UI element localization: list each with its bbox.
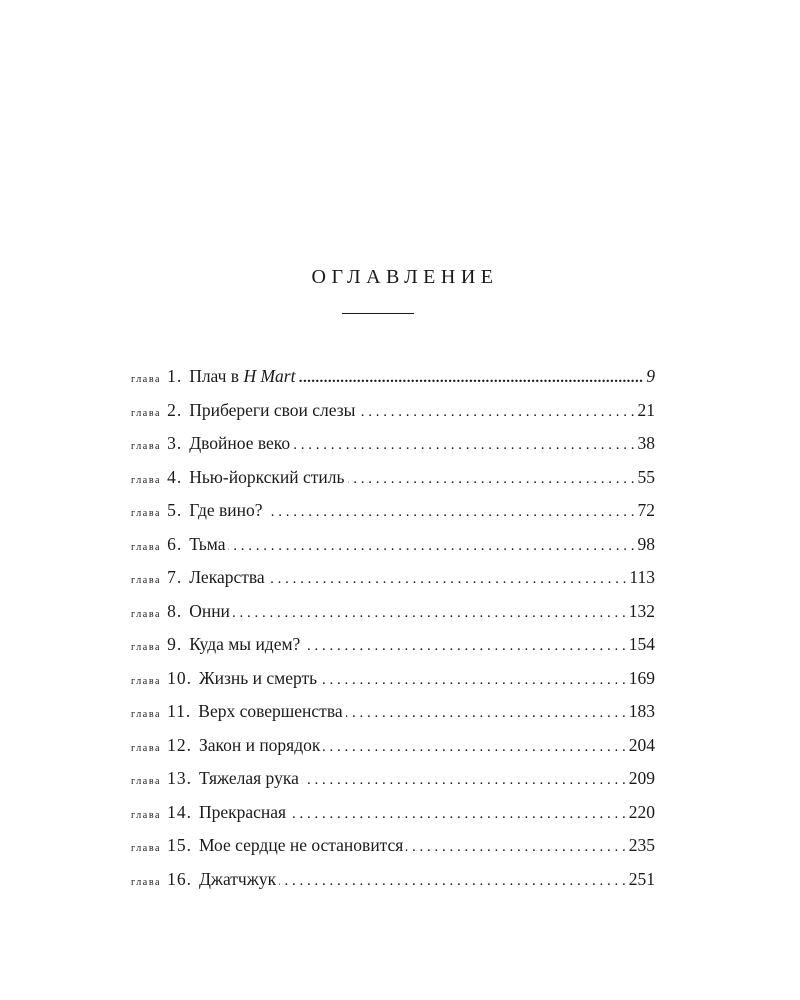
chapter-title: Прекрасная bbox=[198, 801, 287, 822]
toc-entry-6[interactable] bbox=[131, 534, 655, 568]
dot-leader bbox=[289, 806, 626, 823]
page-number: 235 bbox=[628, 835, 655, 855]
chapter-title: Где вино? bbox=[189, 500, 263, 520]
toc-entry-10[interactable] bbox=[131, 668, 655, 702]
dot-leader bbox=[266, 504, 635, 521]
chapter-word: глава bbox=[131, 776, 162, 787]
chapter-title: Онни bbox=[189, 600, 230, 621]
chapter-word: глава bbox=[131, 575, 162, 586]
page-number: 169 bbox=[628, 667, 655, 688]
chapter-title: Двойное веко bbox=[189, 433, 291, 453]
page-number: 204 bbox=[628, 734, 655, 755]
toc-entry-14[interactable] bbox=[131, 802, 655, 836]
chapter-number: 15. bbox=[167, 835, 192, 855]
page-number: 72 bbox=[637, 500, 655, 520]
chapter-number: 13. bbox=[167, 768, 192, 788]
chapter-number: 1. bbox=[167, 366, 183, 386]
toc-entry-11[interactable] bbox=[131, 701, 655, 735]
chapter-number: 16. bbox=[167, 868, 192, 889]
chapter-word: глава bbox=[131, 675, 162, 687]
chapter-title: Прибереги свои слезы bbox=[189, 399, 356, 420]
chapter-word: глава bbox=[131, 441, 162, 452]
dot-leader bbox=[323, 739, 625, 756]
page-number: 21 bbox=[637, 399, 655, 420]
page-number: 132 bbox=[628, 600, 655, 621]
dot-leader bbox=[302, 772, 626, 789]
chapter-number: 12. bbox=[167, 734, 192, 755]
chapter-title: Мое сердце не остановится bbox=[198, 835, 404, 855]
chapter-title: Куда мы идем? bbox=[189, 634, 301, 654]
chapter-title-italic: H Mart bbox=[243, 366, 296, 386]
chapter-word: глава bbox=[131, 407, 162, 419]
chapter-number: 4. bbox=[167, 466, 183, 487]
chapter-word: глава bbox=[131, 809, 162, 821]
chapter-word: глава bbox=[131, 541, 162, 553]
title-divider bbox=[342, 313, 414, 314]
chapter-title: Нью-йоркский стиль bbox=[189, 466, 345, 487]
page-number: 209 bbox=[628, 768, 655, 788]
page-number: 251 bbox=[628, 868, 655, 889]
chapter-title: Тьма bbox=[189, 533, 226, 554]
chapter-number: 9. bbox=[167, 634, 183, 654]
page-number: 9 bbox=[646, 366, 655, 386]
page-number: 220 bbox=[628, 801, 655, 822]
dot-leader bbox=[293, 437, 634, 454]
toc-entry-5[interactable] bbox=[131, 500, 655, 534]
chapter-title: Лекарства bbox=[189, 567, 265, 587]
chapter-word: глава bbox=[131, 709, 162, 720]
chapter-number: 14. bbox=[167, 801, 192, 822]
page-number: 55 bbox=[637, 466, 655, 487]
chapter-word: глава bbox=[131, 843, 162, 854]
dot-leader bbox=[233, 605, 626, 622]
toc-entry-9[interactable] bbox=[131, 634, 655, 668]
page-number: 38 bbox=[637, 433, 655, 453]
chapter-word: глава bbox=[131, 642, 162, 653]
chapter-title: Жизнь и смерть bbox=[198, 667, 318, 688]
chapter-title: Тяжелая рука bbox=[198, 768, 299, 788]
dot-leader bbox=[346, 705, 626, 722]
chapter-number: 7. bbox=[167, 567, 183, 587]
chapter-number: 8. bbox=[167, 600, 183, 621]
toc-entry-4[interactable] bbox=[131, 467, 655, 501]
chapter-number: 11. bbox=[167, 701, 192, 721]
chapter-title: Джатчжук bbox=[198, 868, 277, 889]
toc-entry-2[interactable] bbox=[131, 400, 655, 434]
page-number: 98 bbox=[637, 533, 655, 554]
dot-leader bbox=[279, 873, 626, 890]
chapter-word: глава bbox=[131, 608, 162, 620]
toc-entry-8[interactable] bbox=[131, 601, 655, 635]
chapter-number: 2. bbox=[167, 399, 183, 420]
chapter-word: глава bbox=[131, 508, 162, 519]
chapter-word: глава bbox=[131, 876, 162, 888]
dot-leader bbox=[303, 638, 625, 655]
chapter-word: глава bbox=[131, 742, 162, 754]
toc-entry-15[interactable] bbox=[131, 835, 655, 869]
dot-leader bbox=[358, 404, 634, 421]
dot-leader bbox=[298, 370, 643, 387]
chapter-title: Верх совершенства bbox=[198, 701, 343, 721]
toc-entry-7[interactable] bbox=[131, 567, 655, 601]
dot-leader bbox=[228, 538, 634, 555]
toc-list bbox=[131, 366, 655, 902]
toc-entry-3[interactable] bbox=[131, 433, 655, 467]
page-number: 183 bbox=[628, 701, 655, 721]
chapter-title: Закон и порядок bbox=[198, 734, 321, 755]
dot-leader bbox=[406, 839, 625, 856]
chapter-title: Плач в H Mart bbox=[189, 366, 296, 386]
page-number: 113 bbox=[629, 567, 655, 587]
chapter-number: 3. bbox=[167, 433, 183, 453]
dot-leader bbox=[348, 471, 635, 488]
dot-leader bbox=[320, 672, 626, 689]
toc-entry-12[interactable] bbox=[131, 735, 655, 769]
chapter-number: 5. bbox=[167, 500, 183, 520]
toc-title: ОГЛАВЛЕНИЕ bbox=[311, 266, 499, 288]
toc-entry-1[interactable] bbox=[131, 366, 655, 400]
toc-entry-13[interactable] bbox=[131, 768, 655, 802]
chapter-word: глава bbox=[131, 474, 162, 486]
dot-leader bbox=[268, 571, 627, 588]
chapter-number: 6. bbox=[167, 533, 183, 554]
chapter-word: глава bbox=[131, 374, 162, 385]
page-number: 154 bbox=[628, 634, 655, 654]
toc-entry-16[interactable] bbox=[131, 869, 655, 903]
chapter-number: 10. bbox=[167, 667, 192, 688]
